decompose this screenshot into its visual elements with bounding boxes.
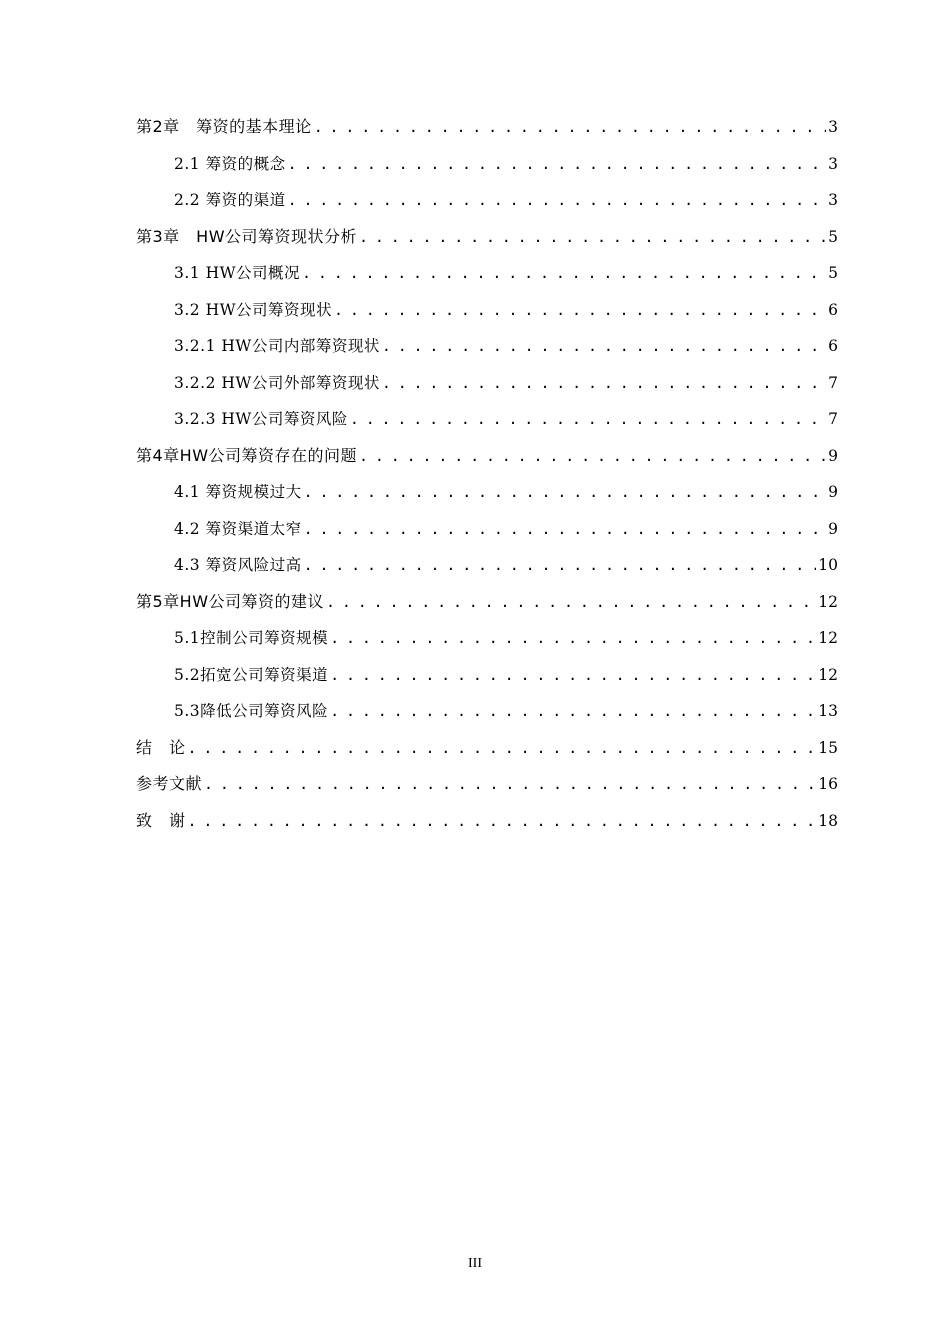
toc-entry-title: 3.2.1 HW公司内部筹资现状: [174, 337, 380, 355]
toc-entry-page: 16: [818, 775, 838, 793]
toc-entry-title: 3.2.2 HW公司外部筹资现状: [174, 373, 380, 392]
toc-entry[interactable]: [136, 219, 838, 256]
toc-entry-page: 6: [828, 300, 838, 319]
toc-dot-leader: [359, 438, 826, 475]
toc-entry[interactable]: [136, 803, 838, 840]
toc-entry-title: 第4章HW公司筹资存在的问题: [136, 445, 358, 465]
toc-entry[interactable]: [136, 182, 838, 219]
toc-dot-leader: [334, 292, 826, 329]
toc-entry-page: 10: [818, 556, 838, 574]
toc-entry-title: 致 谢: [136, 810, 186, 830]
toc-entry-page: 5: [828, 264, 838, 282]
toc-entry-title: 5.3降低公司筹资风险: [174, 702, 329, 720]
toc-dot-leader: [330, 657, 816, 694]
toc-dot-leader: [350, 401, 826, 438]
toc-dot-leader: [382, 328, 826, 365]
toc-entry-title: 第2章 筹资的基本理论: [136, 117, 312, 136]
toc-dot-leader: [304, 511, 827, 548]
toc-entry-title: 参考文献: [136, 774, 203, 793]
toc-entry[interactable]: [136, 365, 838, 402]
toc-entry-page: 18: [818, 811, 838, 830]
toc-dot-leader: [382, 365, 826, 402]
toc-entry-page: 12: [818, 592, 838, 611]
toc-entry[interactable]: [136, 620, 838, 657]
toc-entry[interactable]: [136, 401, 838, 438]
page-number: III: [468, 1256, 482, 1271]
toc-entry-title: 3.2 HW公司筹资现状: [174, 300, 333, 319]
toc-dot-leader: [330, 620, 816, 657]
toc-entry-page: 12: [818, 629, 838, 647]
toc-entry-title: 2.1 筹资的概念: [174, 154, 286, 173]
toc-entry-page: 7: [828, 410, 838, 428]
toc-entry[interactable]: [136, 255, 838, 292]
toc-dot-leader: [302, 255, 826, 292]
toc-dot-leader: [304, 474, 827, 511]
table-of-contents: [136, 109, 838, 839]
toc-entry-page: 3: [828, 118, 838, 136]
toc-entry-title: 2.2 筹资的渠道: [174, 191, 286, 209]
toc-entry-page: 5: [828, 227, 838, 246]
toc-entry-page: 3: [828, 154, 838, 173]
toc-entry[interactable]: [136, 730, 838, 767]
toc-entry[interactable]: [136, 657, 838, 694]
toc-entry-title: 4.3 筹资风险过高: [174, 556, 302, 574]
toc-entry[interactable]: [136, 547, 838, 584]
toc-entry-page: 9: [828, 483, 838, 501]
toc-entry-title: 4.2 筹资渠道太窄: [174, 519, 302, 538]
toc-dot-leader: [188, 803, 817, 840]
toc-dot-leader: [188, 730, 817, 767]
toc-dot-leader: [204, 766, 816, 803]
toc-entry[interactable]: [136, 438, 838, 475]
toc-dot-leader: [359, 219, 826, 256]
toc-entry-page: 7: [828, 373, 838, 392]
toc-entry-page: 13: [818, 702, 838, 720]
toc-dot-leader: [304, 547, 817, 584]
toc-entry-title: 第3章 HW公司筹资现状分析: [136, 226, 358, 246]
toc-entry-page: 9: [828, 519, 838, 538]
toc-entry[interactable]: [136, 328, 838, 365]
toc-entry-page: 9: [828, 446, 838, 465]
toc-entry[interactable]: [136, 511, 838, 548]
toc-dot-leader: [314, 109, 826, 146]
toc-entry[interactable]: [136, 584, 838, 621]
toc-entry-page: 3: [828, 191, 838, 209]
toc-dot-leader: [288, 182, 827, 219]
toc-dot-leader: [326, 584, 816, 621]
toc-dot-leader: [330, 693, 816, 730]
toc-entry[interactable]: [136, 766, 838, 803]
toc-entry-title: 结 论: [136, 737, 186, 757]
toc-entry-title: 5.2拓宽公司筹资渠道: [174, 665, 329, 684]
toc-entry[interactable]: [136, 292, 838, 329]
toc-entry-page: 15: [818, 738, 838, 757]
toc-entry-page: 12: [818, 665, 838, 684]
toc-entry-title: 3.2.3 HW公司筹资风险: [174, 410, 348, 428]
toc-entry-title: 3.1 HW公司概况: [174, 264, 301, 282]
toc-entry[interactable]: [136, 146, 838, 183]
toc-entry-title: 5.1控制公司筹资规模: [174, 629, 329, 647]
toc-entry[interactable]: [136, 693, 838, 730]
toc-entry[interactable]: [136, 109, 838, 146]
toc-entry-title: 4.1 筹资规模过大: [174, 483, 302, 501]
toc-entry-page: 6: [828, 337, 838, 355]
toc-entry[interactable]: [136, 474, 838, 511]
toc-dot-leader: [288, 146, 827, 183]
toc-entry-title: 第5章HW公司筹资的建议: [136, 591, 325, 611]
